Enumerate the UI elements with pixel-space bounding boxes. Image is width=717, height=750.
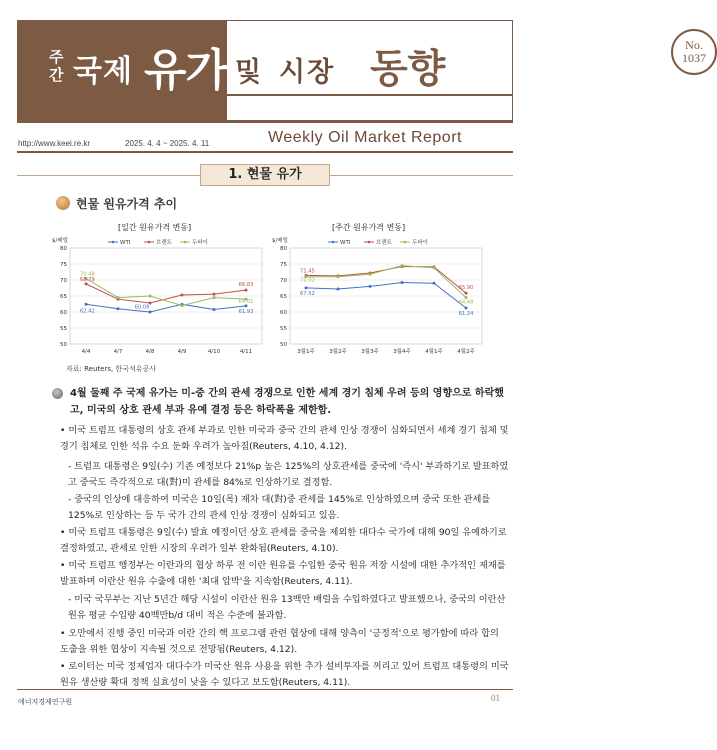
section-rule-left [17, 175, 200, 176]
title-yuga: 유가 [144, 45, 228, 96]
daily-y-tick-label: 70 [60, 278, 67, 284]
title-prefix-gan: 간 [49, 66, 64, 84]
daily-x-tick-label: 4/10 [207, 349, 221, 355]
issue-badge [671, 29, 717, 75]
weekly-y-tick-label: 55 [280, 326, 287, 332]
daily-x-tick-label: 4/9 [177, 349, 187, 355]
weekly-data-label: 71.45 [300, 268, 315, 275]
weekly-data-label: 71.02 [300, 277, 315, 284]
weekly-data-point [369, 273, 372, 276]
weekly-data-point [337, 287, 340, 290]
weekly-y-tick-label: 65 [280, 294, 287, 300]
bullet-refiners: • 로이터는 미국 정제업자 대다수가 미국산 원유 사용을 위한 추가 설비투자를 꺼리고 있어 트럼프 대통령의 미국 원유 생산량 확대 정책 실효성이 낮을 수 있다고 보도함(Reuters, 4.11). [60, 661, 509, 688]
daily-x-tick-label: 4/7 [113, 349, 123, 355]
weekly-data-label: 61.24 [458, 311, 474, 318]
daily-y-tick-label: 65 [60, 294, 67, 300]
daily-data-point [213, 308, 216, 311]
banner-title-panel [17, 20, 227, 123]
weekly-y-tick-label: 50 [280, 342, 287, 348]
weekly-legend-marker [332, 241, 335, 244]
weekly-chart-title: [주간 원유가격 변동] [332, 223, 406, 232]
weekly-legend-marker [404, 241, 407, 244]
weekly-data-point [433, 266, 436, 269]
english-title: Weekly Oil Market Report [268, 129, 462, 146]
issue-label: No. [685, 38, 703, 52]
daily-data-point [213, 293, 216, 296]
website-link[interactable]: http://www.keei.re.kr [18, 139, 91, 148]
daily-y-tick-label: 80 [60, 246, 67, 252]
daily-data-label: 61.93 [238, 308, 254, 315]
subsection-bullet-icon [56, 196, 70, 210]
daily-data-point [149, 295, 152, 298]
bullet-trade-war: • 미국 트럼프 대통령의 상호 관세 부과로 인한 미국과 중국 간의 관세 인상 경쟁이 심화되면서 세계 경기 침체 및 경기 침체로 인한 석유 수요 둔화 우려가 높아짐(Reuters, 4.10, 4.12). [60, 425, 509, 452]
daily-data-point [117, 296, 120, 299]
daily-y-tick-label: 50 [60, 342, 67, 348]
weekly-x-tick-label: 4월2주 [457, 349, 475, 355]
page-number: 01 [491, 693, 500, 703]
weekly-price-chart [270, 232, 490, 364]
dash-tariff-125: - 트럼프 대통령은 9일(수) 기존 예정보다 21%p 높은 125%의 상호관세를 중국에 '즉시' 부과하기로 발표하였고 중국도 즉각적으로 대(對)미 관세를 84%로 인상하기로 결정함. [68, 461, 509, 488]
weekly-y-tick-label: 75 [280, 262, 287, 268]
weekly-legend-marker [368, 241, 371, 244]
title-sijang: 시장 [279, 57, 336, 88]
footer-rule [17, 689, 513, 690]
weekly-data-point [401, 264, 404, 267]
daily-data-point [245, 289, 248, 292]
daily-chart-title: [일간 원유가격 변동] [118, 223, 192, 232]
weekly-x-tick-label: 3월4주 [393, 349, 411, 355]
section-rule-right [330, 175, 513, 176]
weekly-x-tick-label: 3월2주 [329, 349, 347, 355]
daily-data-label: 64.01 [238, 299, 254, 306]
daily-data-point [85, 303, 88, 306]
title-prefix-ju: 주 [49, 48, 64, 66]
title-gukje: 국제 [73, 54, 133, 89]
daily-x-tick-label: 4/4 [81, 349, 91, 355]
weekly-y-axis-label: $/배럴 [272, 238, 288, 244]
weekly-data-point [337, 275, 340, 278]
daily-y-axis-label: $/배럴 [52, 238, 68, 244]
daily-price-chart [50, 232, 270, 364]
daily-y-tick-label: 55 [60, 326, 67, 332]
weekly-data-point [465, 292, 468, 295]
daily-data-label: 60.08 [134, 304, 150, 311]
daily-data-point [149, 311, 152, 314]
banner-divider [227, 94, 513, 96]
daily-x-tick-label: 4/11 [239, 349, 253, 355]
daily-data-point [181, 304, 184, 307]
daily-legend-label: 브렌트 [156, 240, 172, 246]
daily-y-tick-label: 60 [60, 310, 67, 316]
daily-data-label: 68.79 [80, 276, 95, 283]
weekly-y-tick-label: 70 [280, 278, 287, 284]
daily-data-point [181, 294, 184, 297]
daily-x-tick-label: 4/8 [145, 349, 155, 355]
bullet-iran-sanctions: • 미국 트럼프 행정부는 이란과의 협상 하루 전 이란 원유를 수입한 중국 원유 저장 시설에 대한 추가적인 제재를 발표하며 이란산 원유 수출에 대한 '최대 압박'을 지속함(Reuters, 4.11). [60, 560, 506, 587]
weekly-data-point [433, 282, 436, 285]
dash-tariff-145: - 중국의 인상에 대응하여 미국은 10일(목) 재차 대(對)중 관세를 145%로 인상하였으며 중국 또한 관세를 125%로 인상하는 등 두 국가 간의 관세 인상 경쟁이 심화되고 있음. [68, 494, 491, 521]
daily-legend-label: 두바이 [192, 240, 208, 246]
issue-number: 1037 [682, 51, 706, 65]
footer-organization: 에너지경제연구원 [18, 698, 73, 706]
section-title: 1. 현물 유가 [200, 164, 330, 186]
daily-legend-marker [148, 241, 151, 244]
daily-data-label: 66.83 [238, 282, 254, 289]
chart-source: 자료: Reuters, 한국석유공사 [66, 365, 156, 373]
weekly-data-point [369, 285, 372, 288]
daily-legend-marker [184, 241, 187, 244]
subsection-title: 현물 원유가격 추이 [76, 197, 178, 211]
lead-paragraph: 4월 둘째 주 국제 유가는 미-중 간의 관세 경쟁으로 인한 세계 경기 침체 우려 등의 영향으로 하락했고, 미국의 상호 관세 부과 유예 결정 등은 하락폭을 제한함. [70, 388, 504, 416]
weekly-x-tick-label: 4월1주 [425, 349, 443, 355]
report-banner [17, 20, 706, 123]
weekly-data-point [305, 286, 308, 289]
dash-iran-imports: - 미국 국무부는 지난 5년간 해당 시설이 이란산 원유 13백만 배럴을 수입하였다고 발표했으나, 중국의 이란산 원유 평균 수입량 40백만b/d 대비 적은 수준에 불과함. [68, 594, 506, 621]
weekly-y-tick-label: 60 [280, 310, 287, 316]
daily-legend-marker [112, 241, 115, 244]
bullet-tariff-delay: • 미국 트럼프 대통령은 9일(수) 발효 예정이던 상호 관세를 중국을 제외한 대다수 국가에 대해 90일 유예하기로 결정하였고, 관세로 인한 시장의 우려가 일부 완화됨(Reuters, 4.10). [60, 527, 507, 554]
weekly-legend-label: WTI [340, 240, 351, 246]
weekly-data-label: 67.52 [300, 290, 315, 297]
weekly-x-tick-label: 3월3주 [361, 349, 379, 355]
weekly-y-tick-label: 80 [280, 246, 287, 252]
weekly-x-tick-label: 3월1주 [297, 349, 315, 355]
weekly-data-label: 64.48 [458, 299, 474, 306]
daily-legend-label: WTI [120, 240, 131, 246]
lead-bullet-icon [52, 388, 63, 399]
weekly-data-point [401, 281, 404, 284]
weekly-legend-label: 브렌트 [376, 240, 392, 246]
bullet-oman-talks: • 오만에서 진행 중인 미국과 이란 간의 핵 프로그램 관련 협상에 대해 양측이 '긍정적'으로 평가함에 따라 합의 도출을 위한 협상이 지속될 것으로 전망됨(Reuters, 4.12). [60, 628, 499, 655]
weekly-legend-label: 두바이 [412, 240, 428, 246]
title-donghyang: 동향 [370, 47, 446, 92]
daily-data-label: 70.48 [80, 271, 95, 278]
daily-data-point [117, 307, 120, 310]
daily-data-label: 62.42 [80, 308, 95, 315]
daily-y-tick-label: 75 [60, 262, 67, 268]
header-rule [17, 151, 513, 153]
weekly-data-label: 65.90 [458, 285, 474, 292]
title-mit: 및 [235, 57, 262, 88]
daily-data-point [213, 296, 216, 299]
report-date-range: 2025. 4. 4 ~ 2025. 4. 11 [125, 139, 210, 148]
weekly-data-point [465, 307, 468, 310]
